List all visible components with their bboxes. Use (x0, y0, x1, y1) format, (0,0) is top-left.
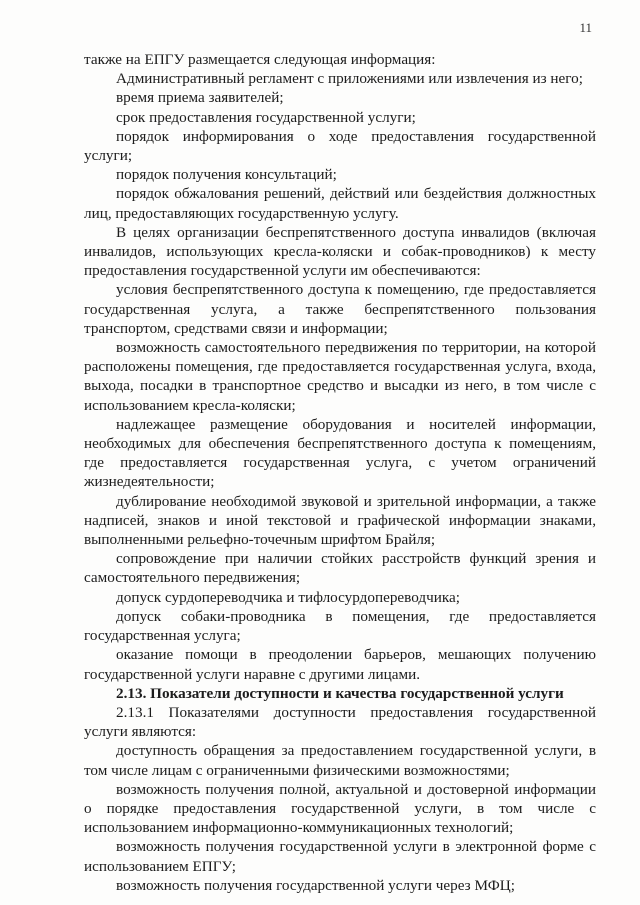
paragraph: 2.13.1 Показателями доступности предоставления государственной услуги являются: (84, 703, 596, 741)
list-item: оказание помощи в преодолении барьеров, мешающих получению государственной услуги наравне с другими лицами. (84, 646, 596, 683)
document-body (84, 50, 596, 895)
list-item: порядок информирования о ходе предоставления государственной услуги; (84, 127, 596, 165)
list-item: возможность получения государственной услуги в электронной форме с использованием ЕПГУ; (84, 838, 596, 875)
page-number: 11 (579, 20, 592, 35)
list-item: условия беспрепятственного доступа к помещению, где предоставляется государственная услуга, а также беспрепятственного пользования транспортом, средствами связи и информации; (84, 281, 596, 337)
list-item: возможность получения полной, актуальной и достоверной информации о порядке предоставления государственной услуги, в том числе с использованием информационно-коммуникационных технологий; (84, 780, 596, 837)
list-item: время приема заявителей; (116, 89, 284, 107)
list-item: допуск собаки-проводника в помещения, где предоставляется государственная услуга; (84, 607, 596, 645)
paragraph: В целях организации беспрепятственного доступа инвалидов (включая инвалидов, использующих кресла-коляски и собак-проводников) к месту предоставления государственной услуги им обеспечиваются: (84, 223, 596, 280)
list-item: порядок получения консультаций; (116, 166, 337, 184)
list-item: допуск сурдопереводчика и тифлосурдопереводчика; (116, 588, 460, 606)
list-item: порядок обжалования решений, действий или бездействия должностных лиц, предоставляющих государственную услугу. (84, 185, 596, 222)
list-item: надлежащее размещение оборудования и носителей информации, необходимых для обеспечения беспрепятственного доступа к помещениям, где предоставляется государственная услуга, с учетом ограничений жизнедеятельности; (84, 415, 596, 491)
list-item: возможность получения государственной услуги через МФЦ; (116, 876, 515, 894)
list-item: дублирование необходимой звуковой и зрительной информации, а также надписей, знаков и иной текстовой и графической информации знаками, выполненными рельефно-точечным шрифтом Брайля; (84, 492, 596, 549)
section-heading: 2.13. Показатели доступности и качества государственной услуги (116, 684, 564, 702)
list-item: сопровождение при наличии стойких расстройств функций зрения и самостоятельного передвижения; (84, 550, 596, 587)
list-item: возможность самостоятельного передвижения по территории, на которой расположены помещения, где предоставляется государственная услуга, входа, выхода, посадки в транспортное средство и высадки из него, в том числе с использованием кресла-коляски; (84, 339, 596, 414)
list-item: доступность обращения за предоставлением государственной услуги, в том числе лицам с ограниченными физическими возможностями; (84, 742, 596, 779)
list-item: Административный регламент с приложениями или извлечения из него; (116, 70, 583, 88)
paragraph-intro: также на ЕПГУ размещается следующая информация: (84, 51, 436, 68)
list-item: срок предоставления государственной услуги; (116, 108, 416, 126)
